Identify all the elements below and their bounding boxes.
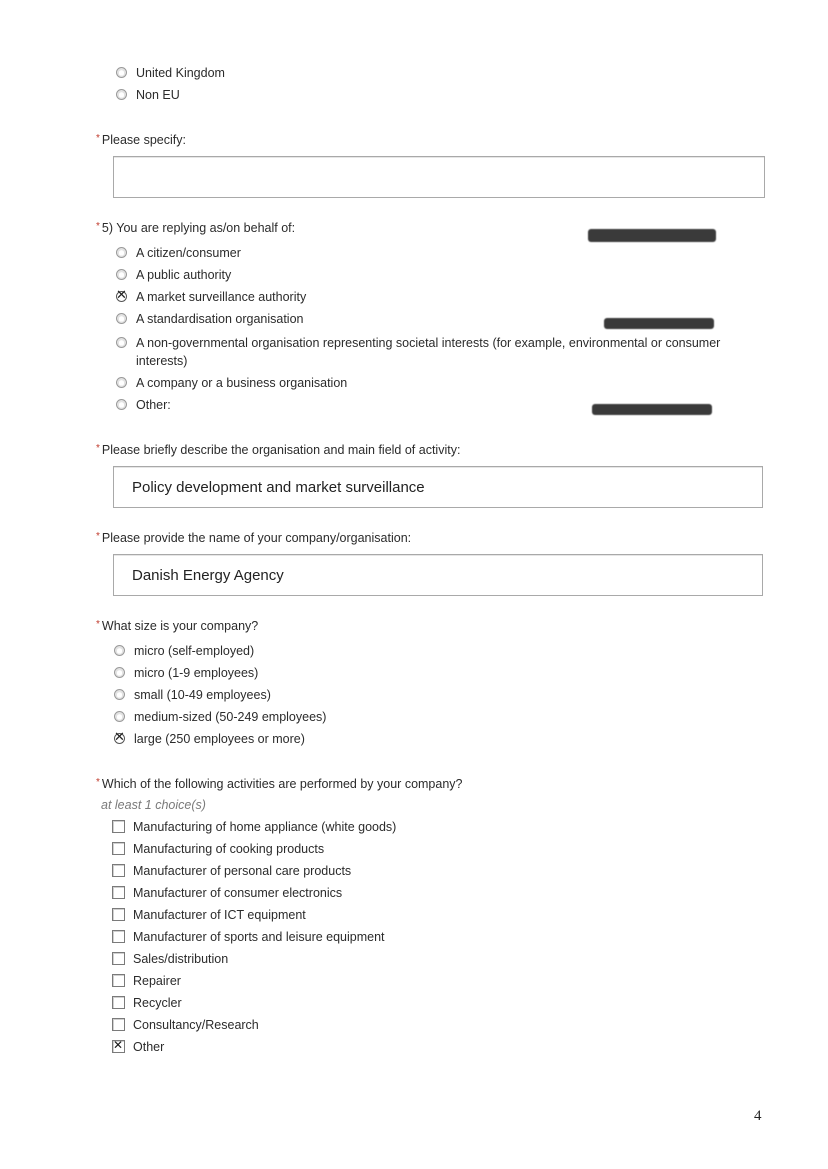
question-label: Please specify: (101, 133, 186, 147)
radio-button[interactable] (114, 667, 125, 678)
option-label: A market surveillance authority (136, 290, 307, 304)
checkbox[interactable] (112, 974, 125, 987)
required-marker: * (96, 221, 100, 232)
org-name-question (96, 531, 411, 545)
activities-hint: at least 1 choice(s) (101, 798, 206, 812)
describe-input[interactable] (113, 466, 763, 508)
checkbox-option-personal-care[interactable] (112, 862, 351, 880)
checkbox[interactable] (112, 952, 125, 965)
option-label: micro (self-employed) (134, 644, 255, 658)
radio-button[interactable] (116, 399, 127, 410)
option-label: Manufacturer of personal care products (133, 864, 352, 878)
please-specify-question (96, 133, 186, 147)
radio-button[interactable] (116, 313, 127, 324)
required-marker: * (96, 443, 100, 454)
option-label: large (250 employees or more) (134, 732, 305, 746)
option-label: Repairer (133, 974, 181, 988)
required-marker: * (96, 531, 100, 542)
radio-button[interactable] (114, 645, 125, 656)
checkbox-option-sports[interactable] (112, 928, 385, 946)
question-label: Please briefly describe the organisation and main field of activity: (101, 443, 461, 457)
option-label-continuation: interests) (136, 354, 188, 368)
option-label: medium-sized (50-249 employees) (134, 710, 327, 724)
checkbox[interactable] (112, 908, 125, 921)
option-label: Manufacturing of home appliance (white goods) (133, 820, 397, 834)
checkbox-option-recycler[interactable] (112, 994, 182, 1012)
describe-question (96, 443, 460, 457)
question-label: Which of the following activities are performed by your company? (101, 777, 463, 791)
page-number: 4 (754, 1108, 762, 1124)
size-question (96, 619, 258, 633)
required-marker: * (96, 133, 100, 144)
radio-option-united-kingdom[interactable] (116, 64, 225, 82)
radio-button-selected[interactable] (116, 291, 127, 302)
redaction-mark (588, 229, 716, 242)
radio-option-standardisation[interactable] (116, 310, 303, 328)
radio-option-other[interactable] (116, 396, 171, 414)
option-label: Manufacturing of cooking products (133, 842, 325, 856)
option-label: A standardisation organisation (136, 312, 304, 326)
checkbox[interactable] (112, 820, 125, 833)
checkbox[interactable] (112, 864, 125, 877)
option-label: Other: (136, 398, 171, 412)
radio-option-market-surveillance-authority[interactable] (116, 288, 306, 306)
radio-option-company[interactable] (116, 374, 347, 392)
checkbox-checked[interactable] (112, 1040, 125, 1053)
please-specify-input[interactable] (113, 156, 765, 198)
checkbox-option-repairer[interactable] (112, 972, 181, 990)
radio-option-size-large[interactable] (114, 730, 305, 748)
radio-option-non-eu[interactable] (116, 86, 180, 104)
option-label: A public authority (136, 268, 232, 282)
option-label: Manufacturer of consumer electronics (133, 886, 343, 900)
radio-button[interactable] (116, 67, 127, 78)
option-label: Non EU (136, 88, 180, 102)
activities-question (96, 777, 463, 791)
option-label: Other (133, 1040, 165, 1054)
option-label: A company or a business organisation (136, 376, 348, 390)
option-label: A citizen/consumer (136, 246, 241, 260)
radio-option-size-medium[interactable] (114, 708, 326, 726)
input-value: Danish Energy Agency (132, 567, 284, 584)
option-label: United Kingdom (136, 66, 225, 80)
radio-option-ngo[interactable] (116, 334, 720, 352)
checkbox-option-other[interactable] (112, 1038, 164, 1056)
checkbox-option-consumer-electronics[interactable] (112, 884, 342, 902)
option-label: Manufacturer of ICT equipment (133, 908, 306, 922)
checkbox-option-sales[interactable] (112, 950, 228, 968)
radio-option-public-authority[interactable] (116, 266, 231, 284)
radio-option-size-micro[interactable] (114, 664, 258, 682)
q5-question (96, 221, 295, 235)
checkbox-option-cooking[interactable] (112, 840, 324, 858)
checkbox[interactable] (112, 930, 125, 943)
checkbox[interactable] (112, 842, 125, 855)
checkbox[interactable] (112, 996, 125, 1009)
required-marker: * (96, 619, 100, 630)
checkbox-option-ict[interactable] (112, 906, 306, 924)
option-label: Recycler (133, 996, 182, 1010)
option-label: Manufacturer of sports and leisure equipment (133, 930, 385, 944)
option-label: micro (1-9 employees) (134, 666, 259, 680)
input-value: Policy development and market surveillance (132, 479, 425, 496)
radio-button[interactable] (116, 89, 127, 100)
redaction-mark (592, 404, 712, 415)
radio-button[interactable] (116, 247, 127, 258)
redaction-mark (604, 318, 714, 329)
radio-button[interactable] (114, 689, 125, 700)
question-label: What size is your company? (101, 619, 259, 633)
question-label: 5) You are replying as/on behalf of: (101, 221, 296, 235)
radio-button[interactable] (116, 377, 127, 388)
checkbox-option-home-appliance[interactable] (112, 818, 396, 836)
radio-button-selected[interactable] (114, 733, 125, 744)
option-label: A non-governmental organisation representing societal interests (for example, environmental or consumer (136, 336, 721, 350)
radio-option-citizen[interactable] (116, 244, 241, 262)
checkbox[interactable] (112, 886, 125, 899)
option-label: Sales/distribution (133, 952, 229, 966)
required-marker: * (96, 777, 100, 788)
option-label: Consultancy/Research (133, 1018, 259, 1032)
radio-option-size-self-employed[interactable] (114, 642, 254, 660)
checkbox-option-consultancy[interactable] (112, 1016, 259, 1034)
question-label: Please provide the name of your company/organisation: (101, 531, 412, 545)
checkbox[interactable] (112, 1018, 125, 1031)
radio-button[interactable] (116, 269, 127, 280)
option-label: small (10-49 employees) (134, 688, 271, 702)
radio-button[interactable] (116, 337, 127, 348)
radio-button[interactable] (114, 711, 125, 722)
org-name-input[interactable] (113, 554, 763, 596)
radio-option-size-small[interactable] (114, 686, 271, 704)
